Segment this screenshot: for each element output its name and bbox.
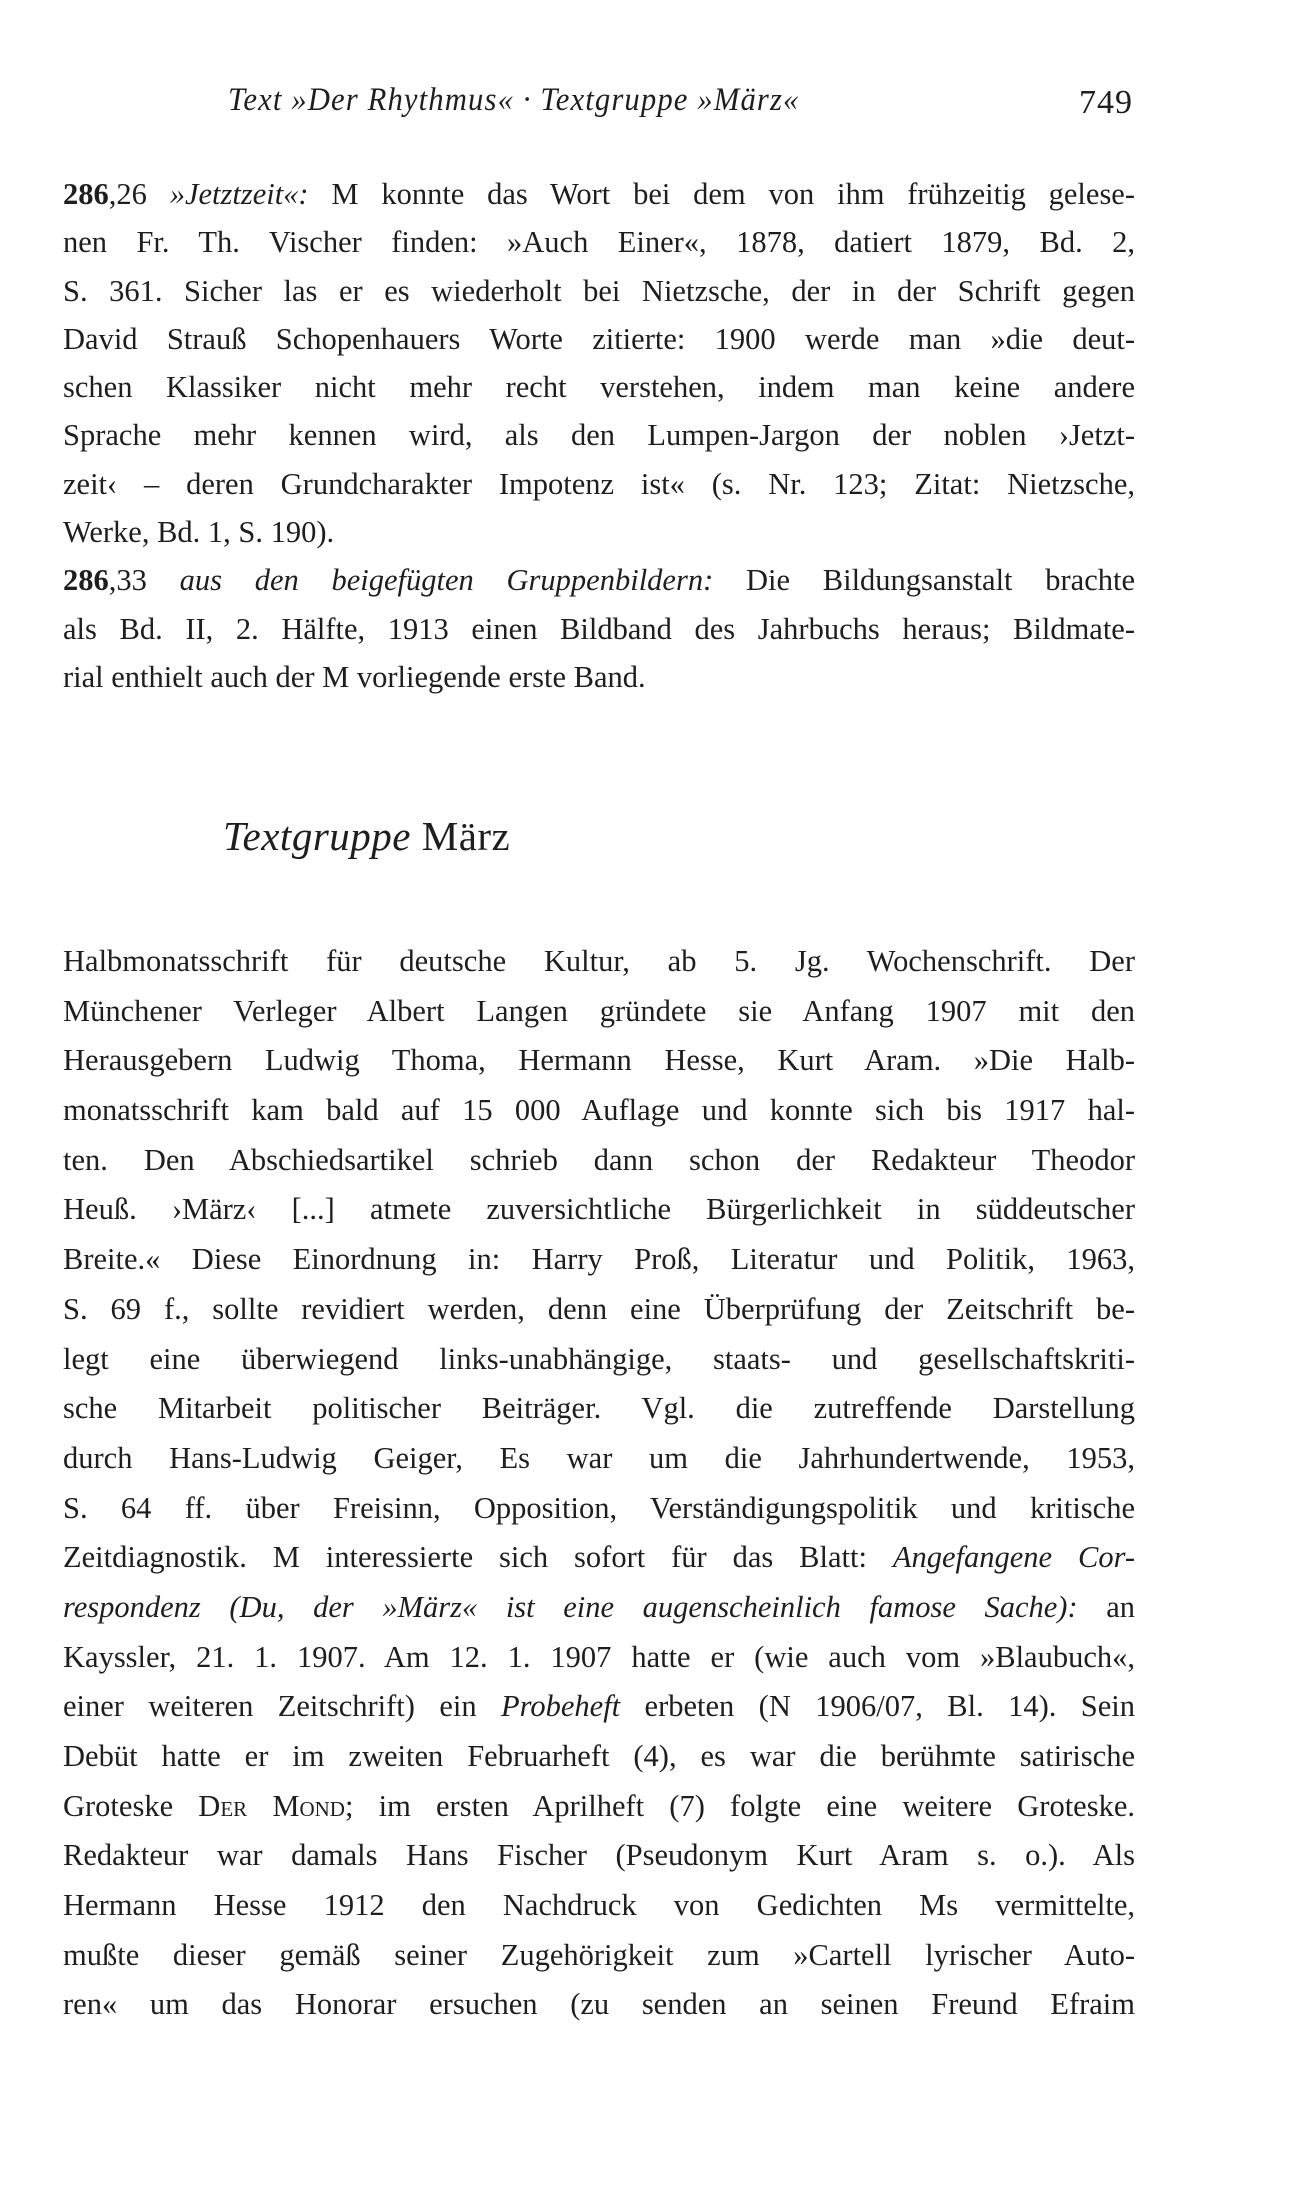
paragraph-line: durch Hans-Ludwig Geiger, Es war um die Jahrhundertwende, 1953, [63, 1440, 1135, 1475]
entry-line: schen Klassiker nicht mehr recht verstehen, indem man keine andere [63, 370, 1135, 405]
section-heading-roman: März [421, 813, 511, 859]
paragraph-line: ren« um das Honorar ersuchen (zu senden an seinen Freund Efraim [63, 1987, 1135, 2022]
entry-line: 286,33 aus den beigefügten Gruppenbildern: Die Bildungsanstalt brachte [63, 563, 1136, 598]
entry-line: Werke, Bd. 1, S. 190). [63, 515, 335, 550]
paragraph-line: ten. Den Abschiedsartikel schrieb dann schon der Redakteur Theodor [63, 1142, 1135, 1177]
paragraph-line: Herausgebern Ludwig Thoma, Hermann Hesse, Kurt Aram. »Die Halb- [63, 1043, 1135, 1078]
paragraph-line: Halbmonatsschrift für deutsche Kultur, ab 5. Jg. Wochenschrift. Der [63, 944, 1135, 978]
paragraph-line: Heuß. ›März‹ [...] atmete zuversichtliche Bürgerlichkeit in süddeutscher [63, 1192, 1135, 1227]
line-reference: 286,26 [63, 177, 147, 211]
lemma: »Jetztzeit«: [169, 177, 309, 211]
paragraph-line: Breite.« Diese Einordnung in: Harry Proß, Literatur und Politik, 1963, [63, 1242, 1135, 1277]
line-reference: 286,33 [63, 563, 147, 598]
paragraph-line: sche Mitarbeit politischer Beiträger. Vgl. die zutreffende Darstellung [63, 1391, 1135, 1426]
section-heading-italic: Textgruppe [223, 813, 411, 859]
page-number: 749 [1079, 84, 1133, 121]
entry-line: nen Fr. Th. Vischer finden: »Auch Einer«, 1878, datiert 1879, Bd. 2, [63, 225, 1135, 260]
entry-line: als Bd. II, 2. Hälfte, 1913 einen Bildband des Jahrbuchs heraus; Bildmate- [63, 611, 1135, 646]
entry-line: S. 361. Sicher las er es wiederholt bei Nietzsche, der in der Schrift gegen [63, 273, 1135, 308]
entry-line: zeit‹ – deren Grundcharakter Impotenz ist« (s. Nr. 123; Zitat: Nietzsche, [63, 466, 1135, 501]
entry-line: Sprache mehr kennen wird, als den Lumpen-Jargon der noblen ›Jetzt- [63, 418, 1135, 453]
running-head [228, 82, 1133, 130]
paragraph-line: respondenz (Du, der »März« ist eine augenscheinlich famose Sache): an [63, 1589, 1136, 1624]
paragraph-line: mußte dieser gemäß seiner Zugehörigkeit zum »Cartell lyrischer Auto- [63, 1937, 1135, 1972]
cited-title: Angefangene Cor- [892, 1540, 1135, 1575]
cited-title: respondenz (Du, der »März« ist eine augenscheinlich famose Sache): [63, 1589, 1078, 1624]
paragraph-line: S. 69 f., sollte revidiert werden, denn eine Überprüfung der Zeitschrift be- [63, 1291, 1135, 1326]
paragraph-line: S. 64 ff. über Freisinn, Opposition, Verständigungspolitik und kritische [63, 1490, 1135, 1525]
paragraph-line: legt eine überwiegend links-unabhängige, staats- und gesellschaftskriti- [63, 1341, 1135, 1376]
lemma: aus den beigefügten Gruppenbildern: [179, 563, 714, 598]
cited-title: Probeheft [501, 1689, 621, 1724]
paragraph-line: Kayssler, 21. 1. 1907. Am 12. 1. 1907 hatte er (wie auch vom »Blaubuch«, [63, 1639, 1135, 1674]
paragraph-line: monatsschrift kam bald auf 15 000 Auflage und konnte sich bis 1917 hal- [63, 1093, 1135, 1128]
paragraph-line: einer weiteren Zeitschrift) ein Probeheft erbeten (N 1906/07, Bl. 14). Sein [63, 1689, 1135, 1724]
body-paragraph [63, 937, 1135, 2030]
entry-line: rial enthielt auch der M vorliegende erste Band. [63, 659, 646, 694]
section-heading [223, 812, 510, 860]
commentary-entries [63, 170, 1135, 701]
entry-line: David Strauß Schopenhauers Worte zitierte: 1900 werde man »die deut- [63, 321, 1135, 356]
paragraph-line: Zeitdiagnostik. M interessierte sich sofort für das Blatt: Angefangene Cor- [63, 1540, 1135, 1575]
paragraph-line: Münchener Verleger Albert Langen gründete sie Anfang 1907 mit den [63, 993, 1135, 1028]
paragraph-line: Hermann Hesse 1912 den Nachdruck von Gedichten Ms vermittelte, [63, 1888, 1135, 1923]
paragraph-line: Groteske Der Mond; im ersten Aprilheft (7) folgte eine weitere Groteske. [63, 1788, 1136, 1823]
work-title-smallcaps: Der Mond [198, 1788, 345, 1823]
entry-line: 286,26 »Jetztzeit«: M konnte das Wort bei dem von ihm frühzeitig gelese- [63, 177, 1136, 211]
paragraph-line: Redakteur war damals Hans Fischer (Pseudonym Kurt Aram s. o.). Als [63, 1838, 1135, 1873]
running-head-title: Text »Der Rhythmus« · Textgruppe »März« [228, 82, 800, 118]
paragraph-line: Debüt hatte er im zweiten Februarheft (4), es war die berühmte satirische [63, 1739, 1135, 1773]
